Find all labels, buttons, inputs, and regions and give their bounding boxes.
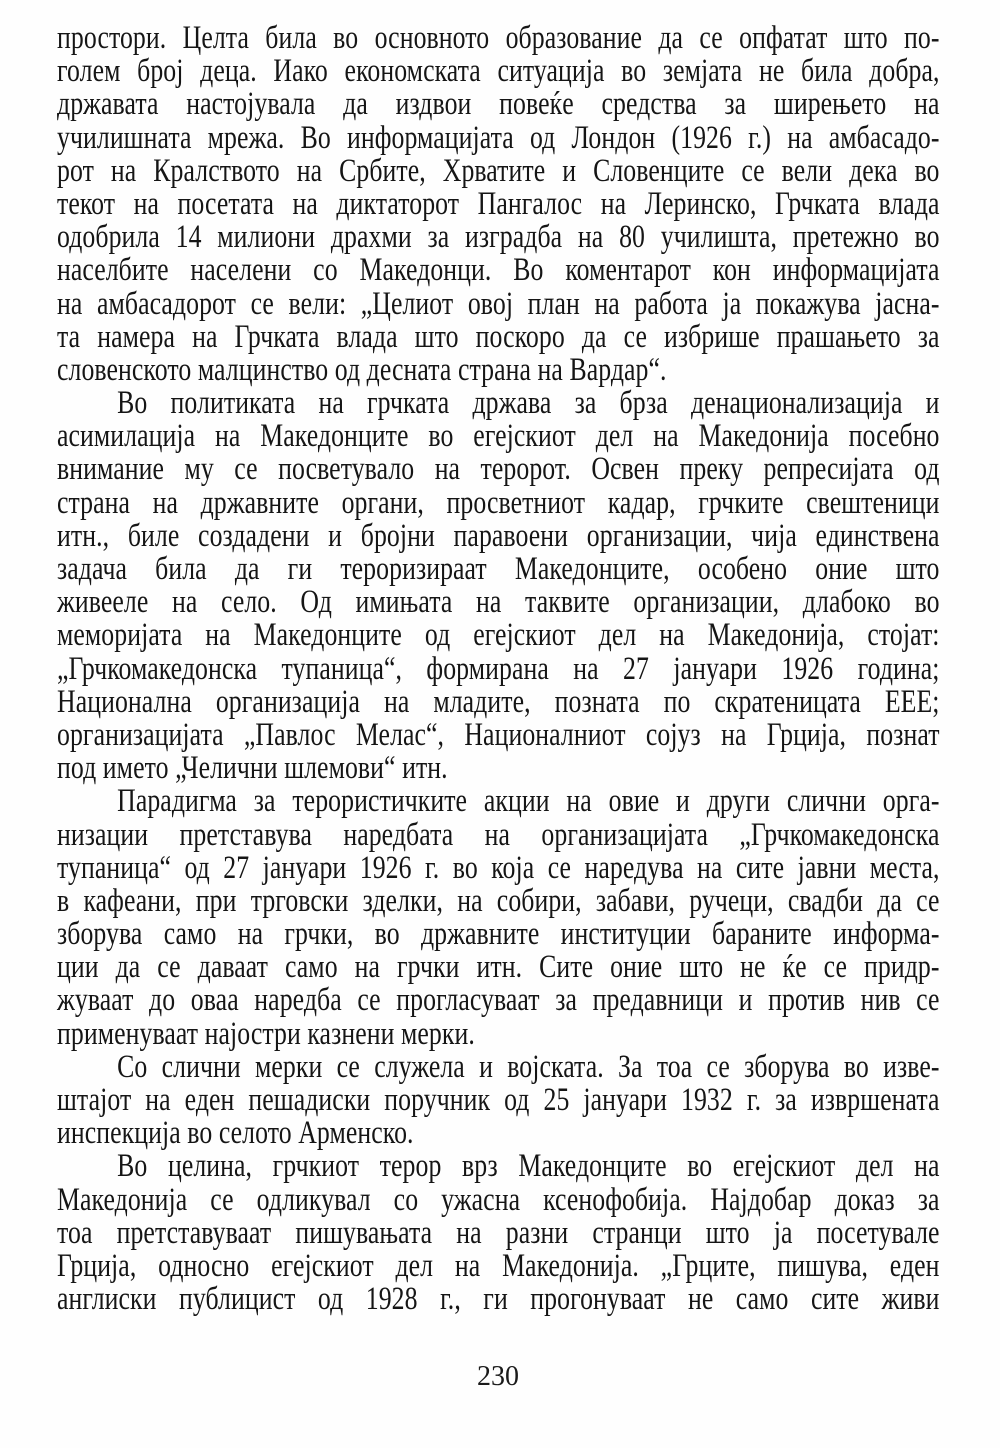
text-line: државата настојувала да издвои повеќе средства за ширењето на [57,86,940,123]
text-line: Грција, односно егејскиот дел на Македонија. „Грците, пишува, еден [57,1247,940,1284]
text-line: зборува само на грчки, во државните институции бараните информа- [57,916,940,953]
text-line: живееле на село. Од имињата на таквите организации, длабоко во [57,584,940,621]
text-line: одобрила 14 милиони драхми за изградба на 80 училишта, претежно во [57,219,940,256]
text-line: применуваат најостри казнени мерки. [57,1015,475,1052]
text-line: Во политиката на грчката држава за брза денационализација и [117,385,940,422]
page-number: 230 [477,1361,519,1392]
text-line: асимилација на Македонците во егејскиот дел на Македонија посебно [57,418,940,455]
paragraph [57,22,940,387]
text-line: внимание му се посветувало на теророт. Освен преку репресијата од [57,451,940,488]
text-line: тупаница“ од 27 јануари 1926 г. во која се наредува на сите јавни места, [57,849,940,886]
text-line: итн., биле создадени и бројни паравоени организации, чија единствена [57,517,940,554]
text-line: задача била да ги тероризираат Македонците, особено оние што [57,551,940,587]
text-line: Парадигма за терористичките акции на овие и други слични орга- [117,783,940,820]
text-line: голем број деца. Иако економската ситуација во земјата не била добра, [57,53,940,90]
text-line: организацијата „Павлос Мелас“, Националниот сојуз на Грција, познат [57,716,940,753]
text-line: страна на државните органи, просветниот кадар, грчките свештеници [57,484,940,521]
text-line: меморијата на Македонците од егејскиот дел на Македонија, стојат: [57,617,940,654]
text-line: англиски публицист од 1928 г., ги прогонуваат не само сите живи [57,1281,940,1318]
text-line: Со слични мерки се служела и војската. За тоа се зборува во изве- [117,1048,940,1085]
body-text [57,22,940,1316]
text-line: текот на посетата на диктаторот Пангалос на Леринско, Грчката влада [57,185,940,222]
text-line: простори. Целта била во основното образование да се опфатат што по- [57,20,940,56]
text-line: „Грчкомакедонска тупаница“, формирана на 27 јануари 1926 година; [57,650,940,687]
text-line: ции да се даваат само на грчки итн. Сите оние што не ќе се придр- [57,949,940,986]
text-line: в кафеани, при трговски зделки, на собири, забави, ручеци, свадби да се [57,882,940,919]
text-line: штајот на еден пешадиски поручник од 25 јануари 1932 г. за извршената [57,1082,940,1118]
text-line: та намера на Грчката влада што поскоро да се избрише прашањето за [57,318,940,355]
text-line: училишната мрежа. Во информацијата од Лондон (1926 г.) на амбасадо- [57,119,940,156]
text-line: под името „Челични шлемови“ итн. [57,750,448,787]
text-line: инспекција во селото Арменско. [57,1115,414,1152]
text-line: Македонија се одликувал со ужасна ксенофобија. Најдобар доказ за [57,1181,940,1218]
text-line: словенското малцинство од десната страна на Вардар“. [57,351,667,388]
paragraph [57,785,940,1051]
text-line: на амбасадорот се вели: „Целиот овој план на работа ја покажува јасна- [57,285,940,322]
paragraph [57,387,940,785]
text-line: рот на Кралството на Србите, Хрватите и Словенците се вели дека во [57,152,940,189]
paragraph [57,1150,940,1316]
text-line: тоа претставуваат пишувањата на разни странци што ја посетувале [57,1214,940,1251]
text-line: Национална организација на младите, позната по скратеницата ЕЕЕ; [57,683,940,720]
text-line: населбите населени со Македонци. Во коментарот кон информацијата [57,252,940,289]
text-line: Во целина, грчкиот терор врз Македонците во егејскиот дел на [117,1148,940,1185]
text-line: жуваат до оваа наредба се прогласуваат за предавници и против нив се [57,982,940,1019]
text-line: низации претставува наредбата на организацијата „Грчкомакедонска [57,816,940,853]
paragraph [57,1048,940,1152]
